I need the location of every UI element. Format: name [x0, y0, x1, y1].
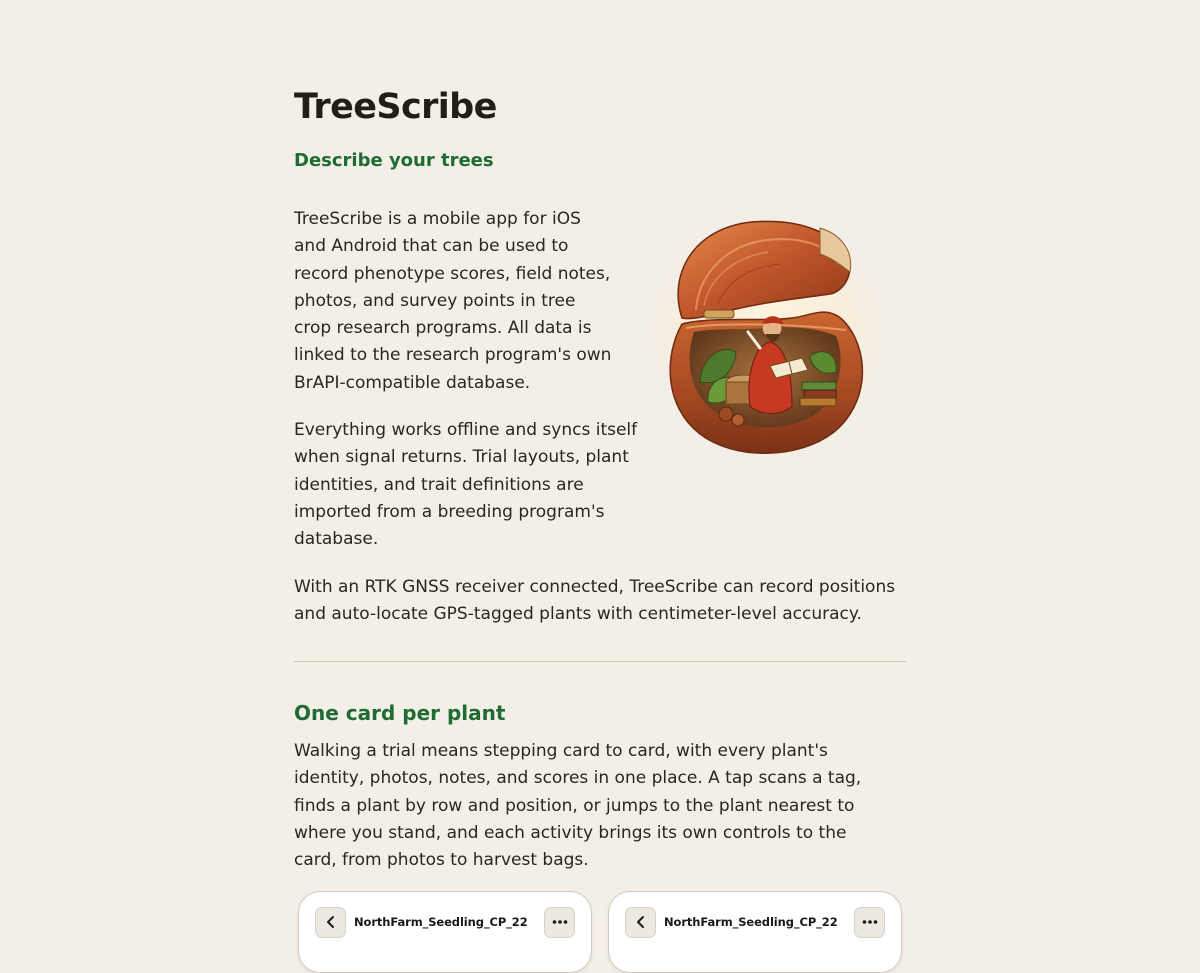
ellipsis-icon [862, 919, 878, 925]
chevron-left-icon [324, 915, 338, 929]
back-button[interactable] [625, 907, 656, 938]
back-button[interactable] [315, 907, 346, 938]
hazelnut-scribe-illustration [642, 206, 890, 476]
intro-section [294, 206, 906, 628]
more-button[interactable] [854, 907, 885, 938]
intro-paragraph: With an RTK GNSS receiver connected, TreeScribe can record positions and auto-locate GPS-tagged plants with centimeter-level accuracy. [294, 576, 896, 624]
phone-screenshot [298, 891, 592, 973]
more-button[interactable] [544, 907, 575, 938]
phone-screenshot [608, 891, 902, 973]
trial-name: NorthFarm_Seedling_CP_22 [354, 914, 528, 929]
section-title: One card per plant [294, 701, 506, 726]
phone-top-bar [625, 907, 885, 939]
section-divider [294, 661, 906, 662]
section-body: Walking a trial means stepping card to card, with every plant's identity, photos, notes, and scores in one place. A tap scans a tag, finds a plant by row and position, or jumps to the plant nearest to where you stand, and each activity brings its own controls to the card, from photos to harvest bags. [294, 741, 862, 871]
ellipsis-icon [552, 919, 568, 925]
app-title: TreeScribe [294, 87, 497, 127]
intro-paragraph: TreeScribe is a mobile app for iOS and Android that can be used to record phenotype scores, field notes, photos, and survey points in tree crop research programs. All data is linked to the research program's own BrAPI-compatible database. [294, 209, 612, 393]
chevron-left-icon [634, 915, 648, 929]
phone-top-bar [315, 907, 575, 939]
trial-name: NorthFarm_Seedling_CP_22 [664, 914, 838, 929]
screenshot-row [294, 891, 906, 951]
landing-page [294, 0, 906, 951]
intro-paragraph: Everything works offline and syncs itself when signal returns. Trial layouts, plant identities, and trait definitions are imported from a breeding program's database. [294, 420, 638, 550]
tagline: Describe your trees [294, 150, 494, 171]
